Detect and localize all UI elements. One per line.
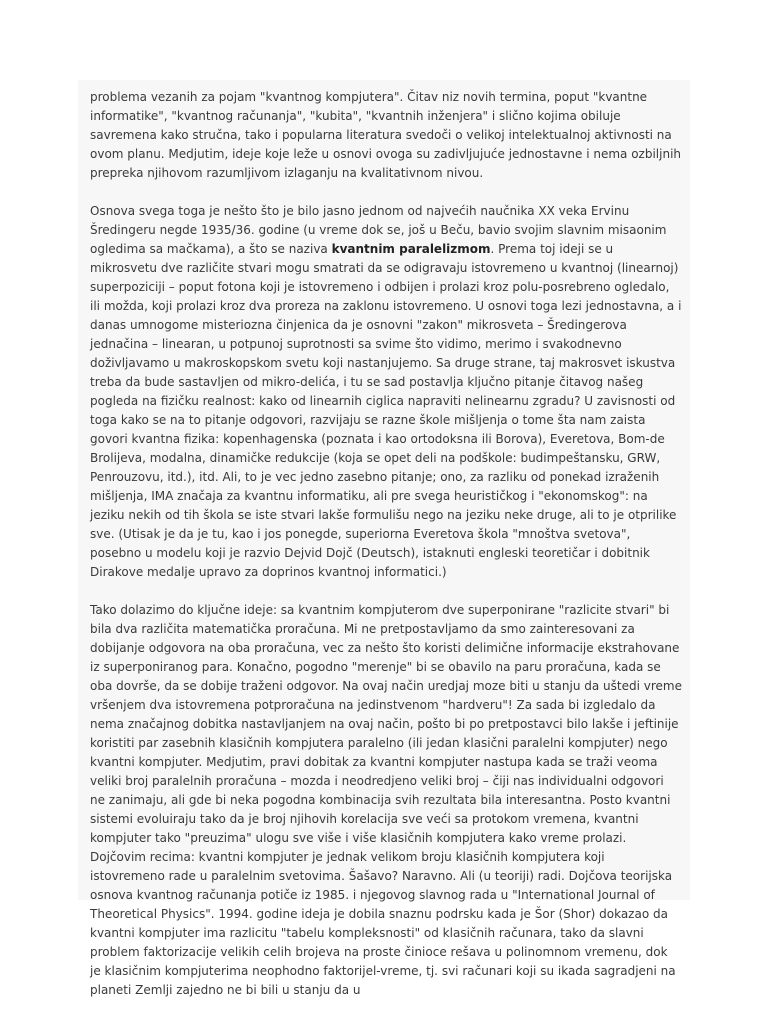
p2-text-2: . Prema toj ideji se u mikrosvetu dve različite stvari mogu smatrati da se odigravaju istovremeno u kvantnoj (linearnoj) superpoziciji – poput fotona koji je istovremeno i odbijen i prolazi kroz polu-posrebreno ogledalo, ili možda, koji prolazi kroz dva proreza na zaklonu istovremeno. U osnovi toga lezi jednostavna, a i danas umnogome misteriozna činjenica da je osnovni "zakon" mikrosveta – Šredingerova jednačina – linearan, u potpunoj suprotnosti sa svime što vidimo, merimo i svakodnevno doživljavamo u makroskopskom svetu koji nastanjujemo. Sa druge strane, taj makrosvet iskustva treba da bude sastavljen od mikro-delića, i tu se sad postavlja ključno pitanje čitavog našeg pogleda na fizičku realnost: kako od linearnih ciglica napraviti nelinearnu zgradu? U zavisnosti od toga kako se na to pitanje odgovori, razvijaju se razne škole mišljenja o tome šta nam zaista govori kvantna fizika: kopenhagenska (poznata i kao ortodoksna ili Borova), Everetova, Bom-de Brolijeva, modalna, dinamičke redukcije (koja se opet deli na podškole: budimpeštansku, GRW, Penrouzovu, itd.), itd. Ali, to je vec jedno zasebno pitanje; ono, za razliku od ponekad izraženih mišljenja, IMA značaja za kvantnu informatiku, ali pre svega heurističkog i "ekonomskog": na jeziku nekih od tih škola se iste stvari lakše formulišu nego na jeziku neke druge, ali to je otprilike sve. (Utisak je da je tu, kao i jos ponegde, superiorna Everetova škola "mnoštva svetova", posebno u modelu koji je razvio Dejvid Dojč (Deutsch), istaknuti engleski teoretičar i dobitnik Dirakove medalje upravo za doprinos kvantnoj informatici.)	[90, 242, 682, 579]
p2-text-1: Osnova svega toga je nešto što je bilo jasno jednom od najvećih naučnika XX veka Ervinu Šredingeru negde 1935/36. godine (u vreme dok se, još u Beču, bavio svojim slavnim misaonim ogledima sa mačkama), a što se naziva	[90, 204, 667, 256]
paragraph-2	[90, 202, 682, 582]
p2-bold: kvantnim paralelizmom	[331, 242, 491, 256]
paragraph-3: Tako dolazimo do ključne ideje: sa kvantnim kompjuterom dve superponirane "razlicite stvari" bi bila dva različita matematička proračuna. Mi ne pretpostavljamo da smo zainteresovani za dobijanje odgovora na oba proračuna, vec za nešto što koristi delimične informacije ekstrahovane iz superponiranog para. Konačno, pogodno "merenje" bi se obavilo na paru proračuna, kada se oba dovrše, da se dobije traženi odgovor. Na ovaj način uredjaj moze biti u stanju da uštedi vreme vršenjem dva istovremena potproračuna na jedinstvenom "hardveru"! Za sada bi izgledalo da nema značajnog dobitka nastavljanjem na ovaj način, pošto bi po pretpostavci bilo lakše i jeftinije koristiti par zasebnih klasičnih kompjutera paralelno (ili jedan klasični paralelni kompjuter) nego kvantni kompjuter. Medjutim, pravi dobitak za kvantni kompjuter nastupa kada se traži veoma veliki broj paralelnih proračuna – mozda i neodredjeno veliki broj – čiji nas individualni odgovori ne zanimaju, ali gde bi neka pogodna kombinacija svih rezultata bila interesantna. Posto kvantni sistemi evoluiraju tako da je broj njihovih korelacija sve veći sa protokom vremena, kvantni kompjuter tako "preuzima" ulogu sve više i više klasičnih kompjutera kako vreme prolazi. Dojčovim recima: kvantni kompjuter je jednak velikom broju klasičnih kompjutera koji istovremeno rade u paralelnim svetovima. Šašavo? Naravno. Ali (u teoriji) radi. Dojčova teorijska osnova kvantnog računanja potiče iz 1985. i njegovog slavnog rada u "International Journal of Theoretical Physics". 1994. godine ideja je dobila snaznu podrsku kada je Šor (Shor) dokazao da kvantni kompjuter ima razlicitu "tabelu kompleksnosti" od klasičnih računara, tako da slavni problem faktorizacije velikih celih brojeva na proste činioce rešava u polinomnom vremenu, dok je klasičnim kompjuterima neophodno faktorijel-vreme, tj. svi računari koji su ikada sagradjeni na planeti Zemlji zajedno ne bi bili u stanju da u	[90, 603, 682, 997]
document-body	[90, 88, 682, 1019]
paragraph-1: problema vezanih za pojam "kvantnog kompjutera". Čitav niz novih termina, poput "kvantne informatike", "kvantnog računanja", "kubita", "kvantnih inženjera" i slično kojima obiluje savremena kako stručna, tako i popularna literatura svedoči o velikoj intelektualnoj aktivnosti na ovom planu. Medjutim, ideje koje leže u osnovi ovoga su zadivljujuće jednostavne i nema ozbiljnih prepreka njihovom razumljivom izlaganju na kvalitativnom nivou.	[90, 90, 682, 180]
